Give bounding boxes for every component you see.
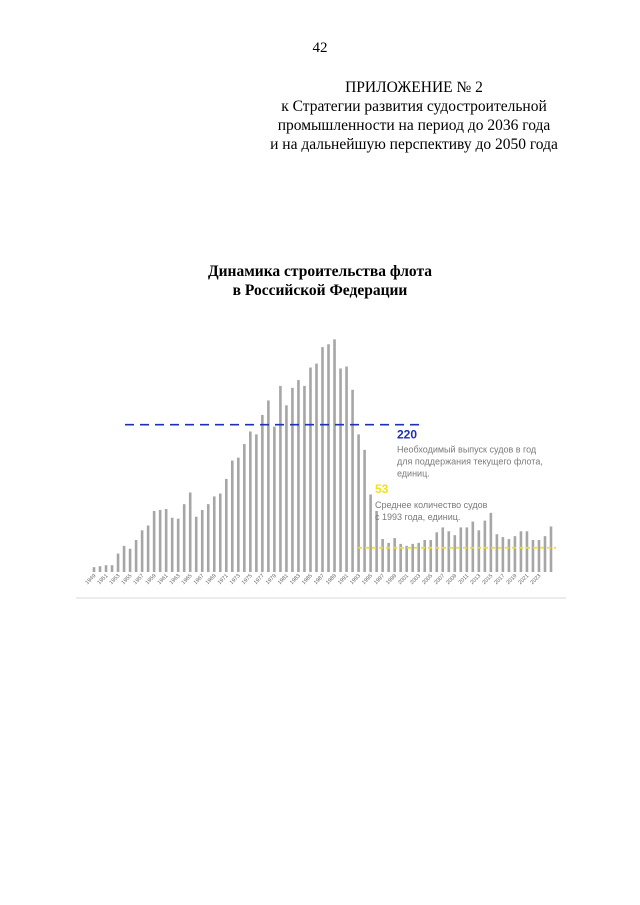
x-tick-label: 2021 (517, 573, 531, 587)
bar-1960 (159, 510, 162, 572)
x-tick-label: 2023 (529, 573, 543, 587)
bar-2017 (502, 537, 505, 572)
bar-1997 (381, 539, 384, 572)
bar-2013 (478, 530, 481, 572)
chart-title (170, 262, 470, 300)
x-tick-label: 2003 (409, 573, 423, 587)
bar-1986 (315, 364, 318, 572)
appendix-header (264, 78, 564, 154)
appendix-title: ПРИЛОЖЕНИЕ № 2 (345, 79, 483, 96)
bar-1973 (237, 458, 240, 572)
x-axis-ticks (85, 573, 543, 586)
bar-1978 (267, 400, 270, 572)
bar-2020 (520, 531, 523, 572)
bar-1992 (351, 390, 354, 572)
bar-1955 (129, 549, 132, 572)
bar-2021 (526, 531, 529, 572)
x-tick-label: 1967 (192, 573, 206, 587)
x-tick-label: 2005 (421, 573, 435, 587)
x-tick-label: 1979 (264, 573, 278, 587)
bar-1957 (141, 530, 144, 572)
bar-2001 (405, 546, 408, 572)
average-value: 53 (375, 482, 389, 496)
bar-1983 (297, 380, 300, 572)
x-tick-label: 1957 (132, 573, 146, 587)
bar-1995 (369, 494, 372, 572)
x-tick-label: 1973 (228, 573, 242, 587)
chart-title-line: Динамика строительства флота (207, 263, 433, 280)
bar-1982 (291, 388, 294, 572)
bar-1952 (111, 565, 114, 572)
x-tick-label: 1959 (144, 573, 158, 587)
x-tick-label: 1963 (168, 573, 182, 587)
x-tick-label: 1965 (180, 573, 194, 587)
bar-2019 (514, 536, 517, 572)
bar-1964 (183, 504, 186, 572)
appendix-line: и на дальнейшую перспективу до 2050 года (270, 136, 558, 153)
x-tick-label: 1983 (288, 573, 302, 587)
bar-1949 (93, 567, 96, 572)
average-note: Среднее количество судов (375, 500, 488, 510)
bar-undefined (544, 536, 547, 572)
fleet-construction-chart (0, 300, 640, 610)
bar-2002 (411, 544, 414, 572)
bar-2010 (460, 527, 463, 572)
x-tick-label: 1985 (300, 573, 314, 587)
bar-1991 (345, 367, 348, 572)
x-tick-label: 1975 (240, 573, 254, 587)
bar-1974 (243, 444, 246, 572)
bar-1994 (363, 450, 366, 572)
bar-1968 (207, 504, 210, 572)
x-tick-label: 1969 (204, 573, 218, 587)
bar-1981 (285, 405, 288, 572)
appendix-line: промышленности на период до 2036 года (277, 117, 551, 134)
x-tick-label: 1993 (349, 573, 362, 587)
bar-1965 (189, 493, 192, 572)
bar-2005 (429, 540, 432, 572)
bar-1980 (279, 386, 282, 572)
bar-1967 (201, 510, 204, 572)
bar-2006 (435, 532, 438, 572)
x-tick-label: 2017 (493, 573, 507, 587)
bar-1961 (165, 509, 168, 572)
bar-1966 (195, 517, 198, 572)
bar-2014 (484, 521, 487, 572)
bar-2018 (508, 539, 511, 572)
chart-title-line: в Российской Федерации (232, 282, 408, 299)
bar-2016 (496, 534, 499, 572)
bar-1990 (339, 368, 342, 572)
x-tick-label: 2019 (505, 573, 519, 587)
bar-1985 (309, 367, 312, 572)
x-tick-label: 1961 (156, 573, 170, 587)
bar-1989 (333, 339, 336, 572)
required-output-value: 220 (397, 427, 418, 442)
bar-1958 (147, 525, 150, 572)
x-tick-label: 1997 (373, 573, 387, 587)
bar-2004 (423, 540, 426, 572)
bar-2007 (441, 527, 444, 572)
bar-1953 (117, 554, 120, 572)
x-tick-label: 1987 (313, 573, 326, 587)
bar-1969 (213, 496, 216, 572)
bar-1975 (249, 431, 252, 572)
bar-2012 (472, 522, 475, 572)
x-tick-label: 1971 (216, 573, 230, 587)
bar-1954 (123, 546, 126, 572)
x-tick-label: 1977 (252, 573, 266, 587)
bar-2009 (453, 535, 456, 572)
bar-1971 (225, 479, 228, 572)
bar-2008 (447, 531, 450, 572)
x-tick-label: 1981 (276, 573, 290, 587)
appendix-line: к Стратегии развития судостроительной (281, 98, 547, 115)
x-tick-label: 2015 (481, 573, 495, 587)
bar-1956 (135, 540, 138, 572)
bar-2022 (532, 540, 535, 572)
bar-1987 (321, 347, 324, 572)
bar-1959 (153, 511, 156, 572)
annotations (375, 428, 543, 522)
x-tick-label: 1955 (120, 573, 134, 587)
x-tick-label: 1989 (325, 573, 338, 587)
bar-1951 (105, 565, 108, 572)
x-tick-label: 1953 (108, 573, 122, 587)
bar-1962 (171, 518, 174, 572)
bar-1979 (273, 427, 276, 572)
required-output-note: Необходимый выпуск судов в год (397, 444, 537, 455)
average-note: с 1993 года, единиц. (375, 512, 461, 522)
bar-2015 (490, 513, 493, 572)
bar-undefined (550, 526, 553, 572)
bar-1999 (393, 538, 396, 572)
bar-1977 (261, 415, 264, 572)
x-tick-label: 2007 (433, 573, 447, 587)
bar-1950 (99, 566, 102, 572)
bar-1988 (327, 344, 330, 572)
bar-2023 (538, 540, 541, 572)
x-tick-label: 1951 (96, 573, 110, 587)
page-number: 42 (312, 40, 328, 56)
bar-2011 (466, 527, 469, 572)
x-tick-label: 2011 (457, 573, 471, 586)
x-tick-label: 2009 (445, 573, 459, 587)
required-output-note: единиц. (397, 468, 430, 479)
bar-1984 (303, 386, 306, 572)
bar-1976 (255, 434, 258, 572)
required-output-note: для поддержания текущего флота, (397, 456, 543, 467)
x-tick-label: 2001 (397, 573, 411, 587)
bar-1972 (231, 461, 234, 572)
x-tick-label: 1999 (385, 573, 399, 587)
bar-1963 (177, 519, 180, 572)
bar-1970 (219, 493, 222, 572)
x-tick-label: 1995 (361, 573, 375, 587)
bar-1993 (357, 434, 360, 572)
x-tick-label: 1949 (84, 573, 98, 587)
x-tick-label: 1991 (337, 573, 350, 587)
x-tick-label: 2013 (469, 573, 483, 587)
